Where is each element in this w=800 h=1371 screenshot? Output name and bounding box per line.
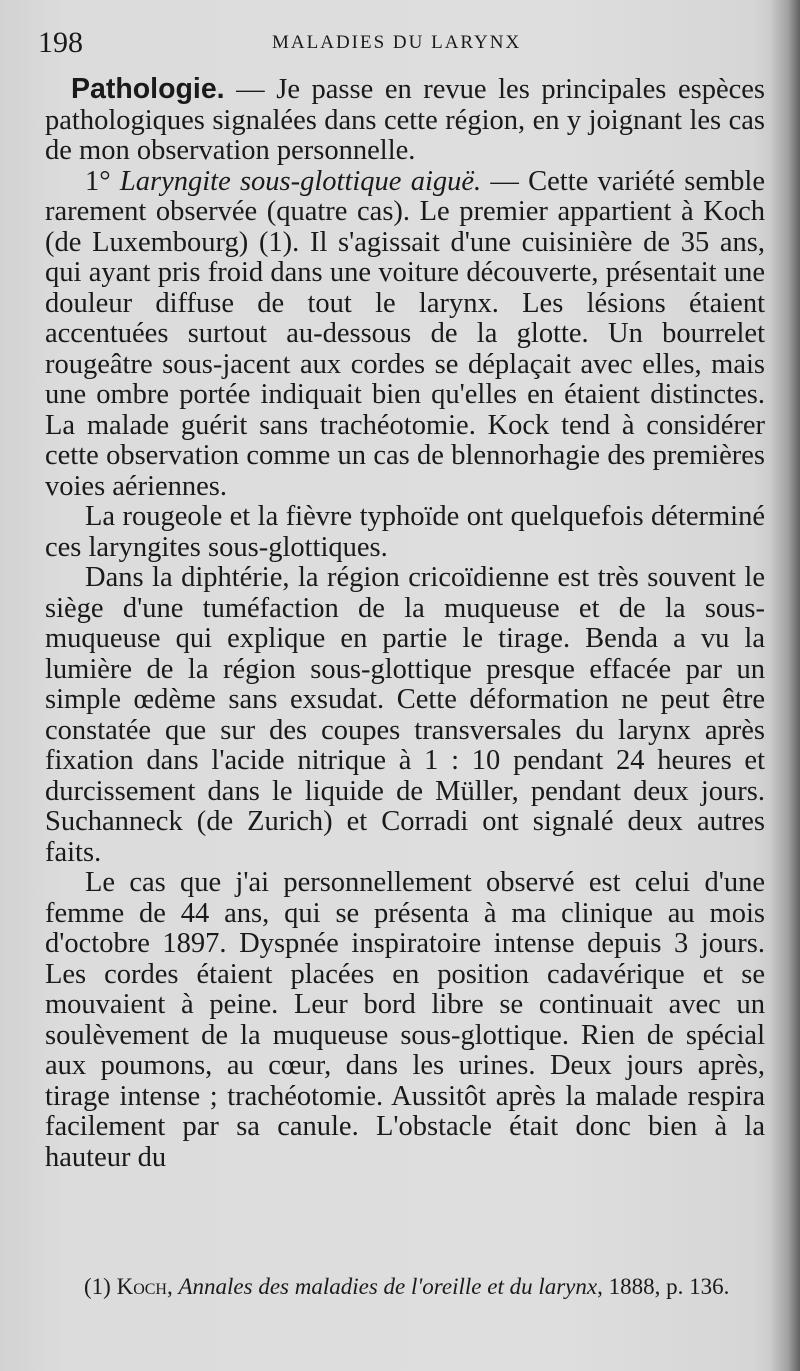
paragraph-pathologie: [45, 74, 765, 167]
body-text: [45, 74, 765, 1173]
paragraph-text: — Cette variété semble rarement observée (quatre cas). Le premier appartient à Koch (de Luxembourg) (1). Il s'agissait d'une cuisinière de 35 ans, qui ayant pris froid dans une voiture découverte, présentait une douleur diffuse de tout le larynx. Les lésions étaient accentuées surtout au-dessous de la glotte. Un bourrelet rougeâtre sous-jacent aux cordes se déplaçait avec elles, mais une ombre portée indiquait bien qu'elles en étaient distinctes. La malade guérit sans trachéotomie. Kock tend à considérer cette observation comme un cas de blennorhagie des premières voies aériennes.: [45, 165, 765, 502]
paragraph-text: Dans la diphtérie, la région cricoïdienne est très souvent le siège d'une tuméfaction de la muqueuse et de la sous-muqueuse qui explique en partie le tirage. Benda a vu la lumière de la région sous-glottique presque effacée par un simple œdème sans exsudat. Cette déformation ne peut être constatée que sur des coupes transversales du larynx après fixation dans l'acide nitrique à 1 : 10 pendant 24 heures et durcissement dans le liquide de Müller, pendant deux jours. Suchanneck (de Zurich) et Corradi ont signalé deux autres faits.: [45, 562, 765, 868]
paragraph-text: Le cas que j'ai personnellement observé est celui d'une femme de 44 ans, qui se présenta à ma clinique au mois d'octobre 1897. Dyspnée inspiratoire intense depuis 3 jours. Les cordes étaient placées en position cadavérique et se mouvaient à peine. Leur bord libre se continuait avec un soulèvement de la muqueuse sous-glottique. Rien de spécial aux poumons, au cœur, dans les urines. Deux jours après, tirage intense ; trachéotomie. Aussitôt après la malade respira facilement par sa canule. L'obstacle était donc bien à la hauteur du: [45, 867, 765, 1173]
footnote-separator: ,: [166, 1274, 179, 1299]
page-header: [38, 26, 558, 66]
paragraph-diphterie: [45, 563, 765, 868]
footnote: [48, 1272, 778, 1302]
footnote-text: [48, 1272, 778, 1302]
item-number: 1°: [85, 165, 120, 197]
paragraph-laryngite: [45, 167, 765, 503]
paragraph-text: La rougeole et la fièvre typhoïde ont quelquefois déterminé ces laryngites sous-glottiques.: [45, 501, 765, 563]
footnote-author: Koch: [116, 1274, 167, 1299]
book-spine-shadow: [770, 0, 800, 1371]
running-head: MALADIES DU LARYNX: [272, 32, 522, 53]
page-number: 198: [38, 26, 83, 59]
subsection-heading: Laryngite sous-glottique aiguë.: [119, 165, 482, 197]
footnote-marker: (1): [84, 1274, 117, 1299]
paragraph-rougeole: [45, 502, 765, 563]
paragraph-text: — Je passe en revue les principales espèces pathologiques signalées dans cette région, en y joignant les cas de mon observation personnelle.: [45, 74, 765, 166]
section-heading: Pathologie.: [71, 73, 225, 105]
footnote-citation: , 1888, p. 136.: [597, 1274, 730, 1299]
paragraph-cas-personnel: [45, 868, 765, 1173]
footnote-journal-title: Annales des maladies de l'oreille et du larynx: [178, 1274, 598, 1299]
